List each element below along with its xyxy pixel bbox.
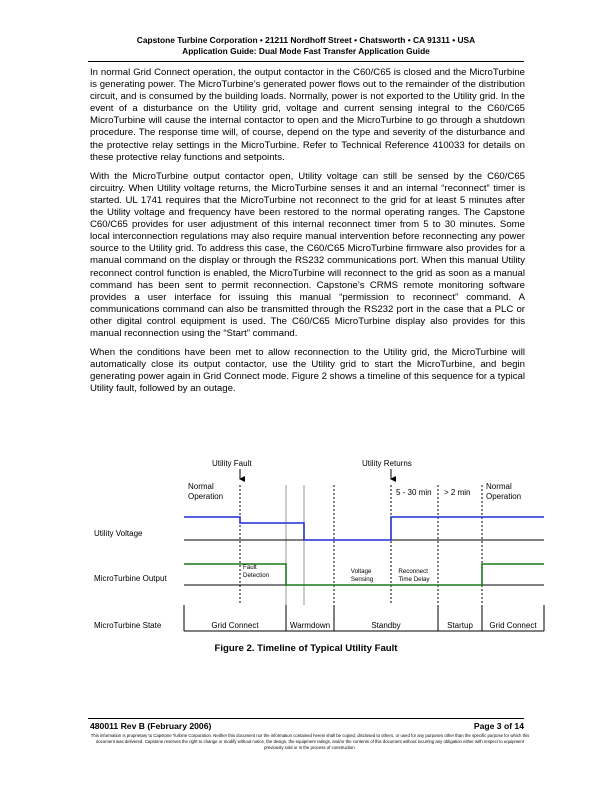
delay-2-min-label: > 2 min (444, 488, 471, 497)
body-text (90, 67, 525, 402)
timeline-diagram (88, 455, 548, 635)
state-startup: Startup (447, 621, 473, 630)
paragraph-3: When the conditions have been met to allow reconnection to the Utility grid, the MicroTurbine will automatically close its output contactor, use the Utility grid to start the MicroTurbine, and begin generating power again in Grid Connect mode. Figure 2 shows a timeline of this sequence for a typical Utility fault, followed by an outage. (90, 347, 525, 395)
footer-divider (88, 718, 524, 719)
row-label-mt-output: MicroTurbine Output (94, 574, 167, 583)
row-label-mt-state: MicroTurbine State (94, 621, 162, 630)
figure-caption: Figure 2. Timeline of Typical Utility Fault (214, 643, 398, 654)
paragraph-2: With the MicroTurbine output contactor open, Utility voltage can still be sensed by the C60/C65 circuitry. When Utility voltage returns, the MicroTurbine senses it and an internal “reconnect” timer is started. UL 1741 requires that the MicroTurbine not reconnect to the grid for at least 5 minutes after the Utility voltage and frequency have been restored to the normal operating ranges. The Capstone C60/C65 provides for user adjustment of this internal reconnect timer from 5 to 30 minutes. Some local interconnection regulations may also require manual intervention before reconnecting any power source to the Utility grid. To address this case, the C60/C65 MicroTurbine firmware also provides for a manual command on the display or through the RS232 communications port. When this manual Utility reconnect control function is enabled, the MicroTurbine will reconnect to the grid as soon as a manual command has been sent to permit reconnection. Capstone’s CRMS remote monitoring software provides a user interface for issuing this manual “permission to reconnect” command. A communications command can also be transmitted through the RS232 port in the case that a PLC or other digital control equipment is used. The C60/C65 MicroTurbine display also provides for this manual reconnection using the “Start” command. (90, 170, 525, 339)
state-grid-connect-2: Grid Connect (489, 621, 537, 630)
state-warmdown: Warmdown (289, 621, 331, 630)
reconnect-delay-label: Reconnect Time Delay (398, 568, 430, 583)
fault-detection-label: Fault Detection (243, 564, 270, 579)
footer-disclaimer: This information is proprietary to Capstone Turbine Corporation. Neither this document nor the information contained herein shall be copied, disclosed to others, or used for any purposes other than the specific purpose for which this document was delivered. Capstone reserves the right to change or modify without notice, the design, the equipment ratings, and/or the contents of this document without incurring any obligation either with respect to equipment previously sold or in the process of construction. (90, 733, 530, 750)
normal-operation-right-label: Normal Operation (486, 482, 522, 501)
normal-operation-label: Normal Operation (188, 482, 224, 501)
header-divider (88, 61, 524, 62)
utility-voltage-trace (184, 517, 544, 540)
event-utility-fault-label: Utility Fault (212, 459, 252, 468)
state-standby: Standby (371, 621, 401, 630)
delay-5-30-label: 5 - 30 min (396, 488, 432, 497)
footer-doc-id: 480011 Rev B (February 2006) (90, 721, 212, 731)
timeline-figure (88, 455, 548, 635)
voltage-sensing-label: Voltage Sensing (350, 568, 374, 583)
header-company-line: Capstone Turbine Corporation • 21211 Nordhoff Street • Chatsworth • CA 91311 • USA (136, 35, 476, 45)
page-header (60, 35, 552, 57)
event-utility-returns-label: Utility Returns (362, 459, 412, 468)
state-grid-connect-1: Grid Connect (211, 621, 259, 630)
paragraph-1: In normal Grid Connect operation, the output contactor in the C60/C65 is closed and the MicroTurbine is generating power. The MicroTurbine’s generated power flows out to the remainder of the distribution circuit, and is consumed by the building loads. Normally, power is not exported to the Utility grid. In the event of a disturbance on the Utility grid, voltage and current sensing integral to the C60/C65 MicroTurbine will cause the internal contactor to open and the MicroTurbine to go through a shutdown procedure. The response time will, of course, depend on the type and severity of the disturbance and the protective relay settings in the MicroTurbine. Refer to Technical Reference 410033 for details on these protective relay functions and setpoints. (90, 67, 525, 163)
header-document-title: Application Guide: Dual Mode Fast Transfer Application Guide (182, 46, 430, 56)
footer-page-number: Page 3 of 14 (473, 721, 524, 731)
row-label-utility-voltage: Utility Voltage (94, 529, 143, 538)
